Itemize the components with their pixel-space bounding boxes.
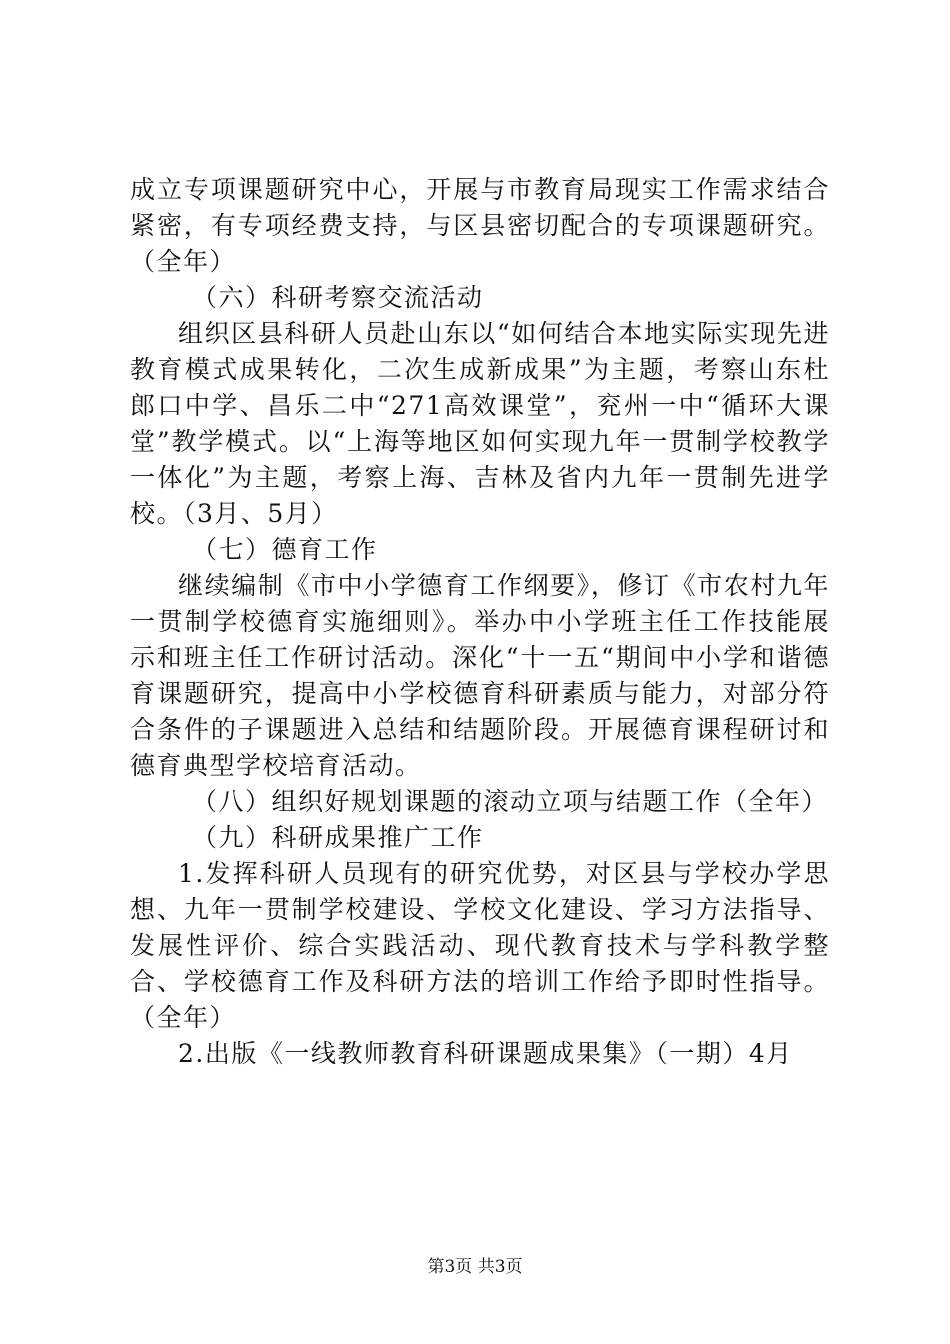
page-number-footer: 第3页 共3页 xyxy=(427,1257,523,1277)
paragraph-moral-education: 继续编制《市中小学德育工作纲要》，修订《市农村九年一贯制学校德育实施细则》。举办中小学班主任工作技能展示和班主任工作研讨活动。深化“十一五“期间中小学和谐德育课题研究，提高中小学校德育科研素质与能力，对部分符合条件的子课题进入总结和结题阶段。开展德育课程研讨和德育典型学校培育活动。 xyxy=(130,571,830,780)
heading-research-exchange: （六）科研考察交流活动 xyxy=(192,283,484,312)
heading-results-promotion: （九）科研成果推广工作 xyxy=(192,823,484,852)
heading-planning-projects: （八）组织好规划课题的滚动立项与结题工作（全年） xyxy=(192,787,829,816)
document-body xyxy=(130,172,830,1072)
paragraph-research-exchange: 组织区县科研人员赴山东以“如何结合本地实际实现先进教育模式成果转化，二次生成新成果”为主题，考察山东杜郎口中学、昌乐二中“271高效课堂”，兖州一中“循环大课堂”教学模式。以“上海等地区如何实现九年一贯制学校教学一体化”为主题，考察上海、吉林及省内九年一贯制先进学校。（3月、5月） xyxy=(130,319,830,528)
paragraph-special-research: 成立专项课题研究中心，开展与市教育局现实工作需求结合紧密，有专项经费支持，与区县密切配合的专项课题研究。（全年） xyxy=(130,175,830,276)
paragraph-promotion-item-2: 2.出版《一线教师教育科研课题成果集》（一期）4月 xyxy=(178,1039,793,1068)
paragraph-promotion-item-1: 1.发挥科研人员现有的研究优势，对区县与学校办学思想、九年一贯制学校建设、学校文化建设、学习方法指导、发展性评价、综合实践活动、现代教育技术与学科教学整合、学校德育工作及科研方法的培训工作给予即时性指导。（全年） xyxy=(130,859,830,1032)
heading-moral-education: （七）德育工作 xyxy=(192,535,378,564)
